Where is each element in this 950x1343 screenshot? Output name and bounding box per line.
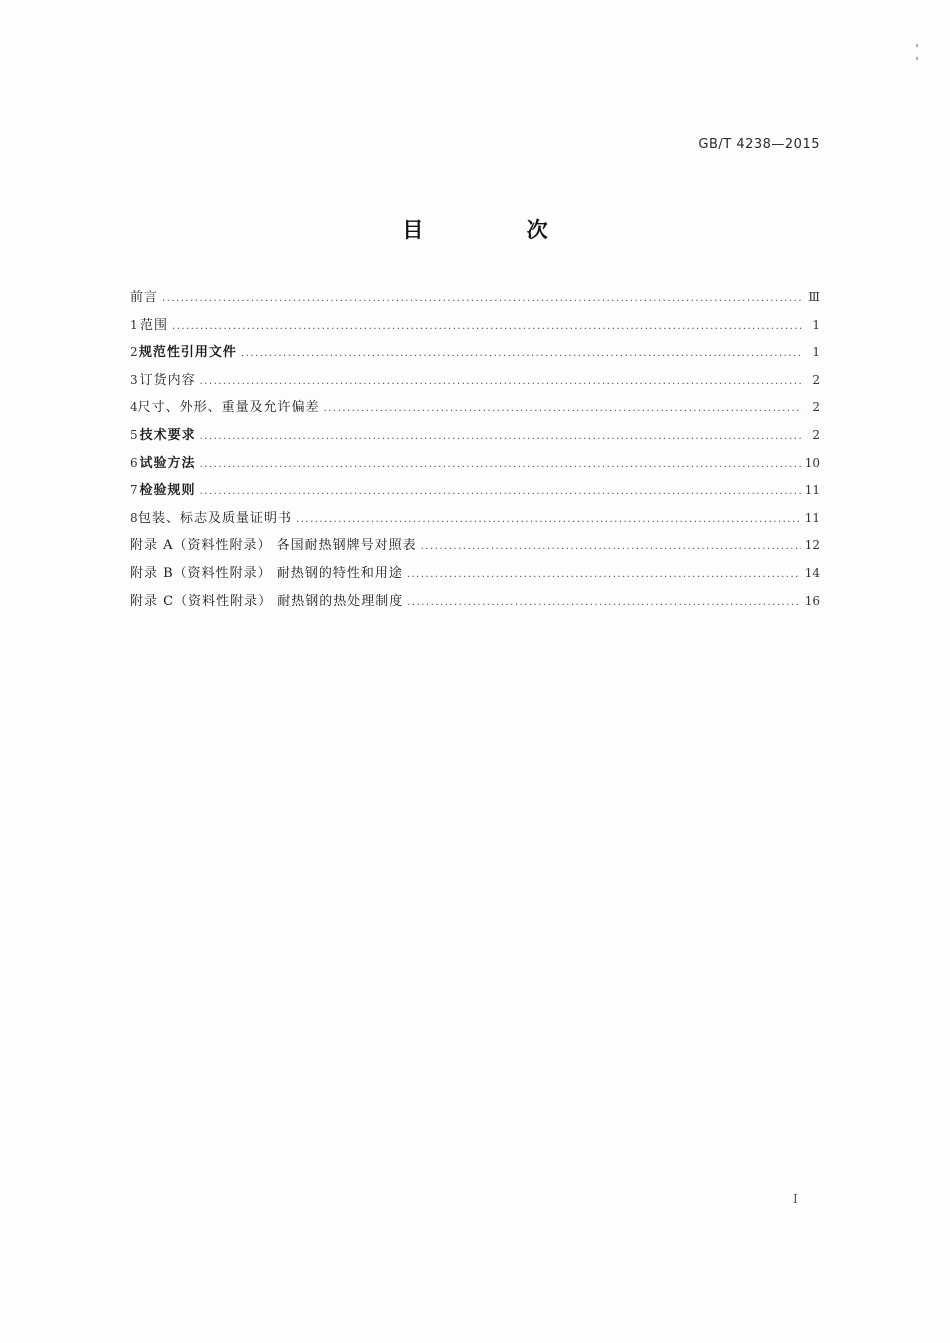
toc-entry[interactable] (130, 477, 820, 505)
toc-entry-number: 5 (130, 427, 138, 442)
toc-entry-page: 2 (812, 400, 820, 415)
toc-dot-leader (200, 451, 801, 479)
toc-dot-leader (421, 533, 801, 561)
toc-entry[interactable] (130, 588, 820, 616)
toc-entry-title: 尺寸、外形、重量及允许偏差 (137, 400, 320, 416)
toc-entry[interactable] (130, 339, 820, 367)
toc-entry-page: Ⅲ (808, 290, 820, 304)
toc-dot-leader (162, 285, 802, 313)
toc-entry-title: 试验方法 (139, 455, 196, 471)
toc-entry-number: 1 (130, 317, 138, 332)
toc-entry-page: 12 (804, 538, 820, 553)
toc-entry-number: 3 (130, 372, 138, 387)
toc-title: 目 次 (402, 218, 596, 242)
toc-entry[interactable] (130, 284, 820, 312)
toc-dot-leader (407, 561, 801, 589)
document-code: GB/T 4238—2015 (698, 137, 820, 152)
toc-entry[interactable] (130, 450, 820, 478)
toc-dot-leader (200, 423, 802, 451)
toc-entry[interactable] (130, 367, 820, 395)
table-of-contents (130, 284, 820, 615)
toc-entry-page: 1 (812, 317, 820, 332)
toc-entry[interactable] (130, 394, 820, 422)
toc-entry-page: 14 (804, 565, 820, 580)
scan-speck (916, 44, 918, 47)
toc-entry-number: 7 (130, 483, 138, 498)
toc-dot-leader (172, 313, 802, 341)
toc-entry-page: 1 (812, 345, 820, 360)
toc-entry-number: 2 (130, 345, 138, 360)
toc-dot-leader (296, 506, 801, 534)
toc-entry-title: 规范性引用文件 (138, 345, 237, 361)
toc-dot-leader (324, 395, 802, 423)
toc-dot-leader (200, 368, 802, 396)
toc-entry-title: 检验规则 (139, 483, 196, 499)
page-number: I (793, 1192, 798, 1206)
toc-entry-title: 附录 C（资料性附录） 耐热钢的热处理制度 (130, 593, 404, 609)
toc-entry-title: 附录 B（资料性附录） 耐热钢的特性和用途 (130, 565, 403, 581)
toc-dot-leader (241, 340, 802, 368)
toc-entry-title: 范围 (140, 317, 169, 333)
toc-entry-page: 10 (804, 455, 820, 470)
toc-entry-title: 前言 (130, 290, 159, 305)
toc-entry-title: 包装、标志及质量证明书 (138, 510, 293, 526)
toc-entry[interactable] (130, 560, 820, 588)
toc-entry-number: 4 (130, 400, 138, 415)
toc-entry-title: 订货内容 (139, 372, 196, 388)
toc-entry-page: 11 (804, 483, 820, 498)
toc-dot-leader (200, 478, 801, 506)
toc-entry-number: 8 (130, 510, 138, 525)
toc-entry[interactable] (130, 505, 820, 533)
toc-entry-page: 16 (804, 593, 820, 608)
toc-entry[interactable] (130, 532, 820, 560)
toc-entry-page: 11 (804, 510, 820, 525)
toc-entry-title: 技术要求 (139, 427, 196, 443)
toc-entry-title: 附录 A（资料性附录） 各国耐热钢牌号对照表 (130, 538, 417, 554)
toc-entry-page: 2 (812, 427, 820, 442)
toc-entry-page: 2 (812, 372, 820, 387)
toc-entry[interactable] (130, 422, 820, 450)
scan-speck (916, 57, 918, 60)
toc-entry[interactable] (130, 312, 820, 340)
toc-entry-number: 6 (130, 455, 138, 470)
toc-dot-leader (407, 589, 801, 617)
